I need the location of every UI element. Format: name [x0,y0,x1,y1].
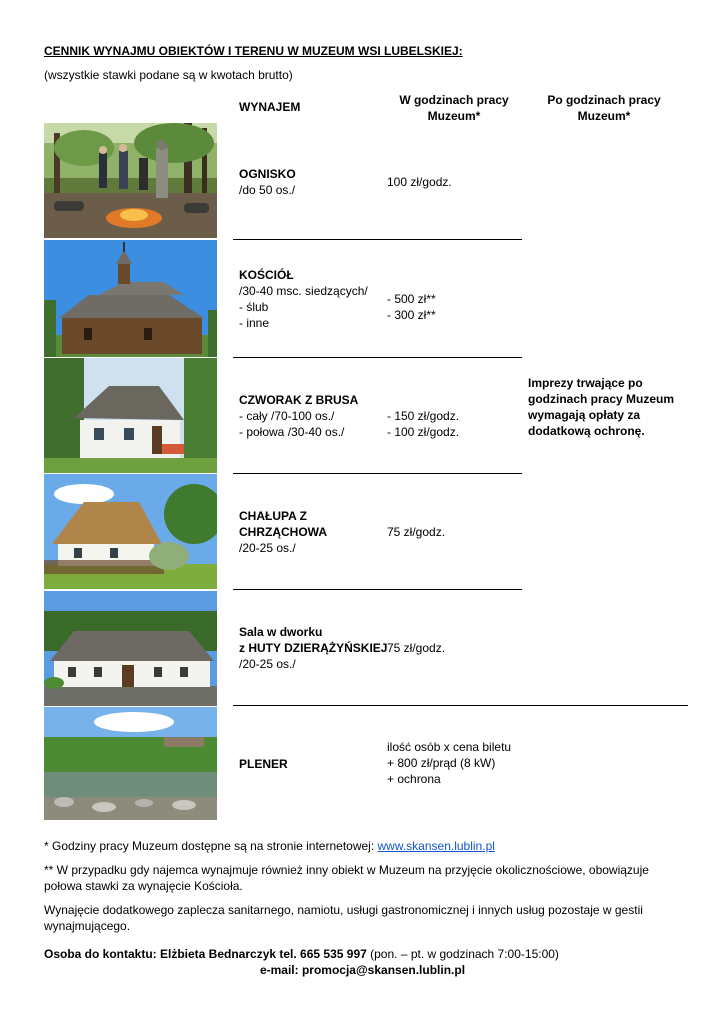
row-name: PLENER [239,757,288,771]
row-dworek [239,624,387,672]
price-line: + 800 zł/prąd (8 kW) [387,756,496,770]
row-name: KOŚCIÓŁ [239,268,294,282]
row-detail: /do 50 os./ [239,183,296,197]
photo-ognisko [44,123,217,238]
row-name-line: z HUTY DZIERĄŻYŃSKIEJ [239,641,388,655]
page-subtitle: (wszystkie stawki podane są w kwotach brutto) [44,68,293,82]
footnote-2: ** W przypadku gdy najemca wynajmuje również inny obiekt w Muzeum na przyjęcie okolicznościowe, obowiązuje połowa stawki za wynajęcie Kościoła. [44,863,649,893]
photo-chalupa [44,474,217,589]
row-detail: /30-40 msc. siedzących/ [239,284,368,298]
page-title: CENNIK WYNAJMU OBIEKTÓW I TERENU W MUZEUM WSI LUBELSKIEJ: [44,44,463,58]
price-line: - 150 zł/godz. [387,409,460,423]
row-separator [233,589,522,590]
header-in-hours [386,92,522,124]
row-price-czworak [387,408,459,440]
photo-plener [44,707,217,820]
footnote-1-text: * Godziny pracy Muzeum dostępne są na stronie internetowej: [44,839,378,853]
price-line: + ochrona [387,772,441,786]
row-price-plener [387,739,511,787]
price-line: 100 zł/godz. [387,175,452,189]
header-after-hours-line2: Muzeum* [577,109,631,123]
row-separator [233,705,688,706]
row-czworak [239,392,358,440]
price-line: - 500 zł** [387,292,436,306]
footnote-1 [44,838,684,854]
row-name-line: CHAŁUPA Z [239,509,307,523]
website-link[interactable]: www.skansen.lublin.pl [377,839,495,853]
header-in-hours-line2: Muzeum* [427,109,481,123]
row-price-ognisko [387,174,452,190]
row-price-chalupa [387,524,445,540]
row-detail: - cały /70-100 os./ [239,409,335,423]
row-detail: - połowa /30-40 os./ [239,425,345,439]
row-ognisko [239,166,296,198]
header-in-hours-line1: W godzinach pracy [399,93,509,107]
photo-kosciol [44,240,217,357]
header-after-hours [530,92,678,124]
header-after-hours-line1: Po godzinach pracy [547,93,661,107]
price-line: 75 zł/godz. [387,641,446,655]
row-price-dworek [387,640,445,656]
row-chalupa [239,508,327,556]
row-detail: - inne [239,316,270,330]
row-separator [233,473,522,474]
contact-hours: (pon. – pt. w godzinach 7:00-15:00) [366,947,559,961]
price-line: ilość osób x cena biletu [387,740,512,754]
row-price-kosciol [387,291,436,323]
contact-email: e-mail: promocja@skansen.lublin.pl [259,963,466,977]
row-plener [239,756,288,772]
price-line: - 300 zł** [387,308,436,322]
row-kosciol [239,267,368,331]
row-name: OGNISKO [239,167,296,181]
row-name: CZWORAK Z BRUSA [239,393,359,407]
row-detail: - ślub [239,300,269,314]
after-hours-note: Imprezy trwające po godzinach pracy Muzeum wymagają opłaty za dodatkową ochronę. [528,376,675,438]
row-separator [233,239,522,240]
price-line: 75 zł/godz. [387,525,446,539]
contact-person: Osoba do kontaktu: Elżbieta Bednarczyk tel. 665 535 997 [44,947,367,961]
photo-dworek [44,591,217,706]
price-line: - 100 zł/godz. [387,425,460,439]
row-detail: /20-25 os./ [239,541,296,555]
header-wynajem: WYNAJEM [239,100,301,114]
row-name-line: CHRZĄCHOWA [239,525,327,539]
row-detail: /20-25 os./ [239,657,296,671]
footnote-3: Wynajęcie dodatkowego zaplecza sanitarnego, namiotu, usługi gastronomicznej i innych usług pozostaje w gestii wynajmującego. [44,903,643,933]
photo-czworak [44,358,217,473]
contact-line [44,946,559,962]
row-separator [233,357,522,358]
row-name-line: Sala w dworku [239,625,323,639]
